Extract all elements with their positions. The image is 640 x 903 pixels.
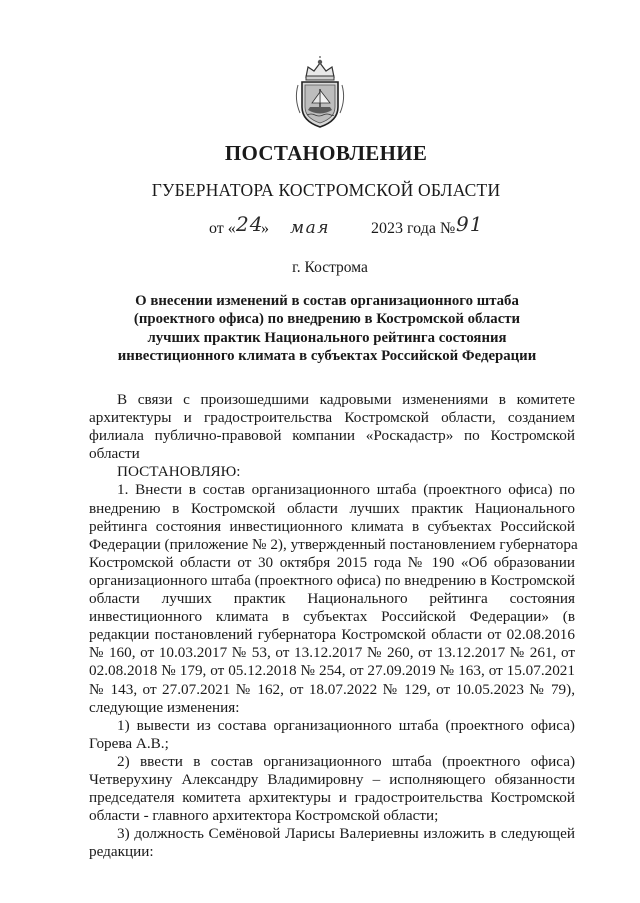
- body-line: Федерации (приложение № 2), утвержденный постановлением губернатора: [89, 535, 578, 553]
- subject-line: инвестиционного климата в субъектах Российской Федерации: [117, 348, 537, 365]
- body-line: 3) должность Семёновой Ларисы Валериевны изложить в следующей: [117, 825, 575, 843]
- body-line: 1) вывести из состава организационного штаба (проектного офиса): [117, 716, 575, 734]
- body-line: филиала публично-правовой компании «Роскадастр» по Костромской: [89, 427, 575, 445]
- document-title: ПОСТАНОВЛЕНИЕ: [224, 141, 428, 165]
- body-line: архитектуры и градостроительства Костромской области, созданием: [89, 409, 575, 427]
- body-line: ПОСТАНОВЛЯЮ:: [117, 463, 241, 481]
- date-year-text: 2023 года №: [371, 220, 456, 237]
- body-line: области - главного архитектора Костромской области;: [89, 807, 439, 825]
- body-line: председателя комитета архитектуры и градостроительства Костромской: [89, 789, 575, 807]
- body-line: области лучших практик Национального рейтинга состояния: [89, 590, 575, 608]
- body-line: области: [89, 445, 140, 463]
- document-number-handwritten: 91: [456, 212, 484, 236]
- body-line: Костромской области от 30 октября 2015 года № 190 «Об образовании: [89, 553, 575, 571]
- body-line: редакции:: [89, 843, 154, 861]
- body-line: организационного штаба (проектного офиса) по внедрению в Костромской: [89, 571, 576, 589]
- body-line: внедрению в Костромской области лучших практик Национального: [89, 499, 575, 517]
- subject-line: О внесении изменений в состав организационного штаба: [135, 293, 519, 309]
- document-body: [89, 391, 578, 861]
- body-line: № 160, от 10.03.2017 № 53, от 13.12.2017 № 260, от 13.12.2017 № 261, от: [89, 644, 575, 662]
- body-line: рейтинга состояния инвестиционного климата в субъектах Российской: [89, 517, 575, 535]
- body-line: 02.08.2018 № 179, от 05.12.2018 № 254, от 27.09.2019 № 163, от 15.07.2021: [89, 662, 575, 680]
- body-line: редакции постановлений губернатора Костромской области от 02.08.2016: [89, 626, 575, 644]
- date-day-handwritten: 24: [236, 212, 264, 236]
- body-line: инвестиционного климата в субъектах Российской Федерации» (в: [89, 608, 575, 626]
- subject-line: (проектного офиса) по внедрению в Костромской области: [133, 311, 521, 328]
- date-mid: »: [261, 220, 269, 237]
- document-issuer: ГУБЕРНАТОРА КОСТРОМСКОЙ ОБЛАСТИ: [151, 180, 501, 200]
- date-prefix: от «: [209, 220, 236, 237]
- subject-line: лучших практик Национального рейтинга состояния: [147, 329, 507, 346]
- date-month-handwritten: мая: [290, 218, 330, 238]
- body-line: 2) ввести в состав организационного штаба (проектного офиса): [117, 752, 575, 770]
- body-line: № 143, от 27.07.2021 № 162, от 18.07.2022 № 129, от 10.05.2023 № 79),: [89, 680, 575, 698]
- body-line: следующие изменения:: [89, 698, 240, 716]
- document-city: г. Кострома: [292, 259, 368, 276]
- date-line: [0, 214, 640, 244]
- coat-of-arms-icon: [292, 55, 348, 129]
- body-line: Четверухину Александру Владимировну – исполняющего обязанности: [89, 770, 575, 788]
- body-line: 1. Внести в состав организационного штаба (проектного офиса) по: [117, 481, 575, 499]
- body-line: Горева А.В.;: [89, 734, 169, 752]
- body-line: В связи с произошедшими кадровыми изменениями в комитете: [117, 391, 575, 408]
- document-subject: [0, 292, 640, 366]
